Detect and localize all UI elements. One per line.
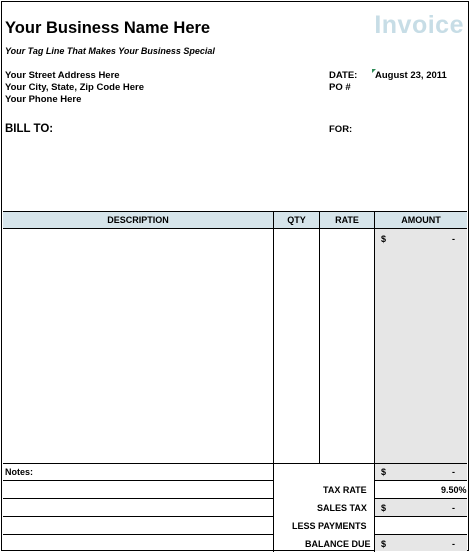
street-address[interactable]: Your Street Address Here xyxy=(5,70,120,81)
divider xyxy=(3,480,273,481)
city-state-zip[interactable]: Your City, State, Zip Code Here xyxy=(5,82,145,93)
business-name[interactable]: Your Business Name Here xyxy=(5,19,211,37)
divider xyxy=(374,480,467,481)
date-label: DATE: xyxy=(329,70,358,81)
item-amount-currency: $ xyxy=(381,234,387,244)
tax-rate-value[interactable]: 9.50% xyxy=(441,485,467,495)
divider xyxy=(273,463,274,552)
tagline[interactable]: Your Tag Line That Makes Your Business Special xyxy=(5,46,215,56)
invoice-title: Invoice xyxy=(374,11,464,39)
balance-due-value[interactable]: - xyxy=(452,539,455,549)
divider xyxy=(273,211,274,463)
column-qty: QTY xyxy=(287,215,306,225)
phone-number[interactable]: Your Phone Here xyxy=(5,94,82,105)
balance-due-label: BALANCE DUE xyxy=(305,539,371,549)
date-value[interactable]: August 23, 2011 xyxy=(375,70,447,81)
table-header xyxy=(3,211,467,229)
for-label: FOR: xyxy=(329,124,353,135)
divider xyxy=(374,534,467,535)
sales-tax-value[interactable]: - xyxy=(452,503,455,513)
divider xyxy=(3,534,273,535)
divider xyxy=(3,516,273,517)
notes-label: Notes: xyxy=(5,467,34,477)
po-label: PO # xyxy=(329,82,351,93)
sales-tax-currency: $ xyxy=(381,503,387,513)
less-payments-label: LESS PAYMENTS xyxy=(292,521,367,531)
divider xyxy=(319,211,320,463)
tax-rate-label: TAX RATE xyxy=(323,485,367,495)
column-amount: AMOUNT xyxy=(401,215,441,225)
divider xyxy=(3,498,273,499)
item-amount-value[interactable]: - xyxy=(452,234,455,244)
invoice-sheet xyxy=(1,1,469,551)
subtotal-currency: $ xyxy=(381,467,387,477)
column-rate: RATE xyxy=(335,215,359,225)
column-description: DESCRIPTION xyxy=(107,215,169,225)
amount-column-fill xyxy=(375,229,467,463)
balance-due-currency: $ xyxy=(381,539,387,549)
divider xyxy=(374,516,467,517)
subtotal-value[interactable]: - xyxy=(452,467,455,477)
bill-to-label: BILL TO: xyxy=(5,123,54,135)
sales-tax-label: SALES TAX xyxy=(317,503,367,513)
divider xyxy=(374,498,467,499)
